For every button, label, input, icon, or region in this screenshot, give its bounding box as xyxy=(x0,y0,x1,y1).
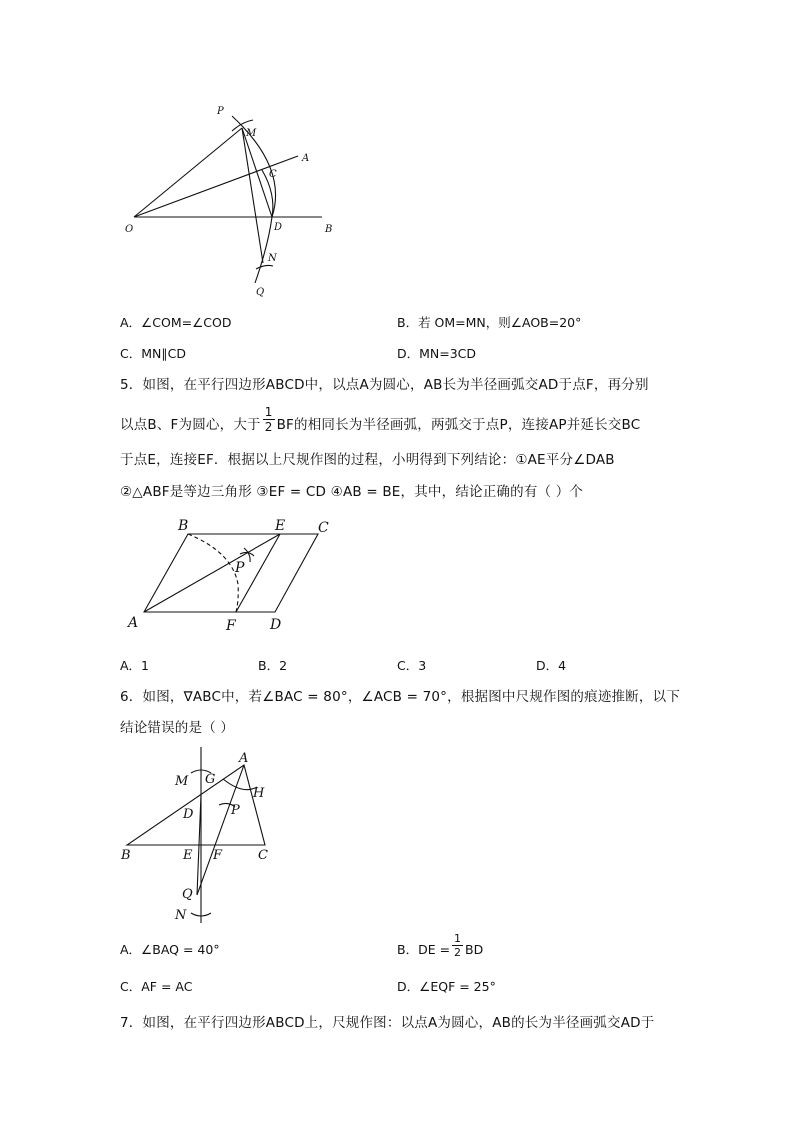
q5-option-b[interactable]: B．2 xyxy=(258,658,288,673)
label-C: C xyxy=(318,520,329,536)
q5-text-line3: 于点E，连接EF．根据以上尺规作图的过程，小明得到下列结论：①AE平分∠DAB xyxy=(120,452,615,468)
label-G: G xyxy=(205,772,216,787)
q5-option-c[interactable]: C．3 xyxy=(397,658,427,673)
q7-text-line1: 7．如图，在平行四边形ABCD上，尺规作图：以点A为圆心，AB的长为半径画弧交AD于 xyxy=(120,1015,655,1031)
q6-text-line1: 6．如图，∇ABC中，若∠BAC = 80°，∠ACB = 70°，根据图中尺规作图的痕迹推断，以下 xyxy=(120,689,681,705)
label-A: A xyxy=(128,615,139,631)
q5-frac-den: 2 xyxy=(264,420,273,434)
q6-option-c[interactable]: C．AF = AC xyxy=(120,979,193,994)
label-M: M xyxy=(175,774,189,789)
label-D: D xyxy=(183,807,194,822)
q5-fraction xyxy=(263,405,275,434)
label-B: B xyxy=(178,518,189,534)
arc-BF xyxy=(188,534,238,612)
label-P: P xyxy=(231,803,240,818)
q4-option-c[interactable]: C．MN∥CD xyxy=(120,346,186,361)
label-O: O xyxy=(125,224,134,235)
segment-AE xyxy=(144,534,280,612)
label-Q: Q xyxy=(256,287,265,298)
label-B: B xyxy=(325,224,333,235)
label-N: N xyxy=(175,908,187,923)
label-M: M xyxy=(246,128,257,139)
q5-frac-num: 1 xyxy=(264,405,273,419)
triangle-ABC xyxy=(127,765,265,845)
q6-option-d[interactable]: D．∠EQF = 25° xyxy=(397,979,496,994)
q4-option-a[interactable]: A．∠COM=∠COD xyxy=(120,315,232,330)
q6-b-post: BD xyxy=(465,942,484,957)
label-N: N xyxy=(268,253,277,264)
figure-parallelogram xyxy=(120,512,345,637)
q4-option-d[interactable]: D．MN=3CD xyxy=(397,346,477,361)
label-C: C xyxy=(269,169,277,180)
q6-option-a[interactable]: A．∠BAQ = 40° xyxy=(120,942,220,957)
label-D: D xyxy=(270,617,282,633)
q5-text-line2 xyxy=(120,405,640,439)
arc-GH xyxy=(223,779,257,790)
label-C: C xyxy=(258,848,268,863)
q6-b-frac-den: 2 xyxy=(454,946,462,959)
label-H: H xyxy=(253,786,265,801)
q6-b-fraction xyxy=(452,932,463,959)
segment-MD xyxy=(242,128,272,217)
segment-OM xyxy=(134,128,242,217)
q5-option-d[interactable]: D．4 xyxy=(536,658,567,673)
parallelogram-ABCD xyxy=(144,534,318,612)
label-F: F xyxy=(213,848,223,863)
q4-option-b[interactable]: B．若 OM=MN，则∠AOB=20° xyxy=(397,315,582,330)
q6-option-b[interactable] xyxy=(397,932,483,964)
label-A: A xyxy=(239,751,249,766)
q5-line2-post: BF的相同长为半径画弧，两弧交于点P，连接AP并延长交BC xyxy=(276,417,641,433)
label-P: P xyxy=(235,560,245,576)
arc-mark-N xyxy=(256,265,273,269)
q6-text-line2: 结论错误的是（ ） xyxy=(120,720,235,736)
label-E: E xyxy=(275,518,286,534)
label-A: A xyxy=(302,153,310,164)
q6-b-pre: B．DE = xyxy=(397,942,451,957)
q5-line2-pre: 以点B、F为圆心，大于 xyxy=(120,417,261,433)
arc-mark-P2 xyxy=(244,548,250,562)
label-P: P xyxy=(217,106,224,117)
q5-text-line1: 5．如图，在平行四边形ABCD中，以点A为圆心，AB长为半径画弧交AD于点F，再分别 xyxy=(120,377,649,393)
label-Q: Q xyxy=(182,887,193,902)
q6-b-frac-num: 1 xyxy=(454,932,462,945)
figure-angle-construction xyxy=(110,98,350,303)
label-D: D xyxy=(274,222,283,233)
figure-triangle-construction xyxy=(115,745,285,925)
label-F: F xyxy=(226,618,236,634)
q5-text-line4: ②△ABF是等边三角形 ③EF = CD ④AB = BE，其中，结论正确的有（ ）个 xyxy=(120,484,584,500)
label-B: B xyxy=(121,848,131,863)
label-E: E xyxy=(183,848,193,863)
q5-option-a[interactable]: A．1 xyxy=(120,658,150,673)
